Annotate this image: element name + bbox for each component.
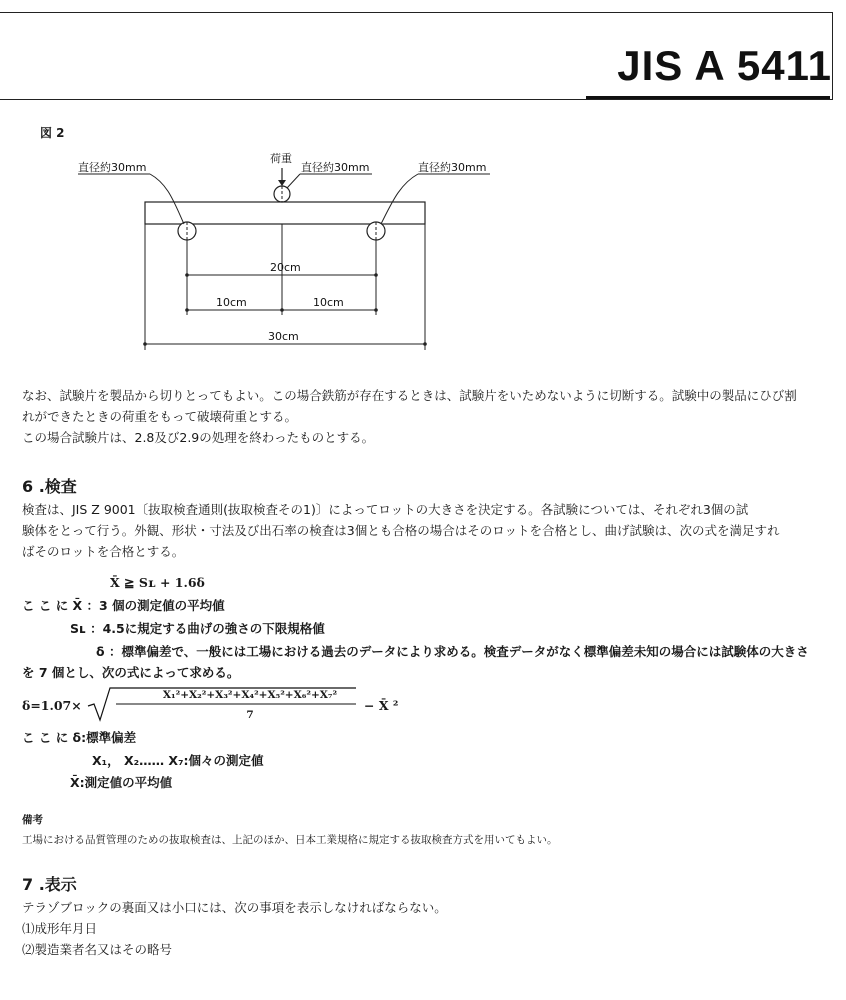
def-delta: δ ：標準偏差で、一般には工場における過去のデータにより求める。検査データがなく標準偏差未知の場合には試験体の大きさ <box>96 644 809 659</box>
figure-label: 図 2 <box>40 126 65 140</box>
section7-title: 7 .表示 <box>22 875 77 894</box>
para1-line2: れができたときの荷重をもって破壊荷重とする。 <box>22 409 298 424</box>
load-label: 荷重 <box>270 152 292 165</box>
dim-20cm-label: 20cm <box>270 261 301 274</box>
formula2-prefix: δ=1.07× <box>22 698 82 713</box>
def2-xbar: X̄:測定値の平均値 <box>70 775 173 790</box>
def-xbar: こ こ に X̄ ：3 個の測定値の平均値 <box>22 598 225 613</box>
section6-title: 6 .検査 <box>22 477 77 496</box>
section6-line3: ばそのロットを合格とする。 <box>22 544 185 559</box>
dia-center-label: 直径約30mm <box>301 161 370 174</box>
section7-line1: テラゾブロックの裏面又は小口には、次の事項を表示しなければならない。 <box>22 900 447 915</box>
def-delta-cont: を 7 個とし、次の式によって求める。 <box>22 665 240 680</box>
dim-30cm-label: 30cm <box>268 330 299 343</box>
section6-line1: 検査は、JIS Z 9001〔抜取検査通則(抜取検査その1)〕によってロットの大きさを決定する。各試験については、それぞれ3個の試 <box>22 502 749 517</box>
formula2-denominator: 7 <box>246 709 254 721</box>
dim-10cm-left-label: 10cm <box>216 296 247 309</box>
formula2-suffix: − X̄ ² <box>364 698 399 713</box>
dia-right-label: 直径約30mm <box>418 161 487 174</box>
standard-number: JIS A 5411 <box>617 42 832 89</box>
formula2-numerator: X₁²+X₂²+X₃²+X₄²+X₅²+X₆²+X₇² <box>162 689 338 701</box>
section7-item2: ⑵製造業者名又はその略号 <box>22 942 173 957</box>
def-sl: Sʟ ：4.5に規定する曲げの強さの下限規格値 <box>70 621 325 636</box>
dia-left-label: 直径約30mm <box>78 161 147 174</box>
header-underline <box>586 96 830 99</box>
remarks-text: 工場における品質管理のための抜取検査は、上記のほか、日本工業規格に規定する抜取検査方式を用いてもよい。 <box>22 834 558 846</box>
dim-10cm-right-label: 10cm <box>313 296 344 309</box>
section6-line2: 験体をとって行う。外観、形状・寸法及び出石率の検査は3個とも合格の場合はそのロットを合格とし、曲げ試験は、次の式を満足すれ <box>22 523 780 538</box>
formula-acceptance: X̄ ≧ Sʟ + 1.6δ <box>110 575 205 590</box>
def2-delta: こ こ に δ:標準偏差 <box>22 730 137 745</box>
bending-test-figure <box>0 140 846 370</box>
def2-xi: X₁， X₂…… X₇:個々の測定値 <box>92 753 264 768</box>
para1-line1: なお、試験片を製品から切りとってもよい。この場合鉄筋が存在するときは、試験片をいためないように切断する。試験中の製品にひび割 <box>22 388 797 403</box>
section7-item1: ⑴成形年月日 <box>22 921 98 936</box>
remarks-title: 備考 <box>22 814 43 826</box>
para1-line3: この場合試験片は、2.8及び2.9の処理を終わったものとする。 <box>22 430 375 445</box>
